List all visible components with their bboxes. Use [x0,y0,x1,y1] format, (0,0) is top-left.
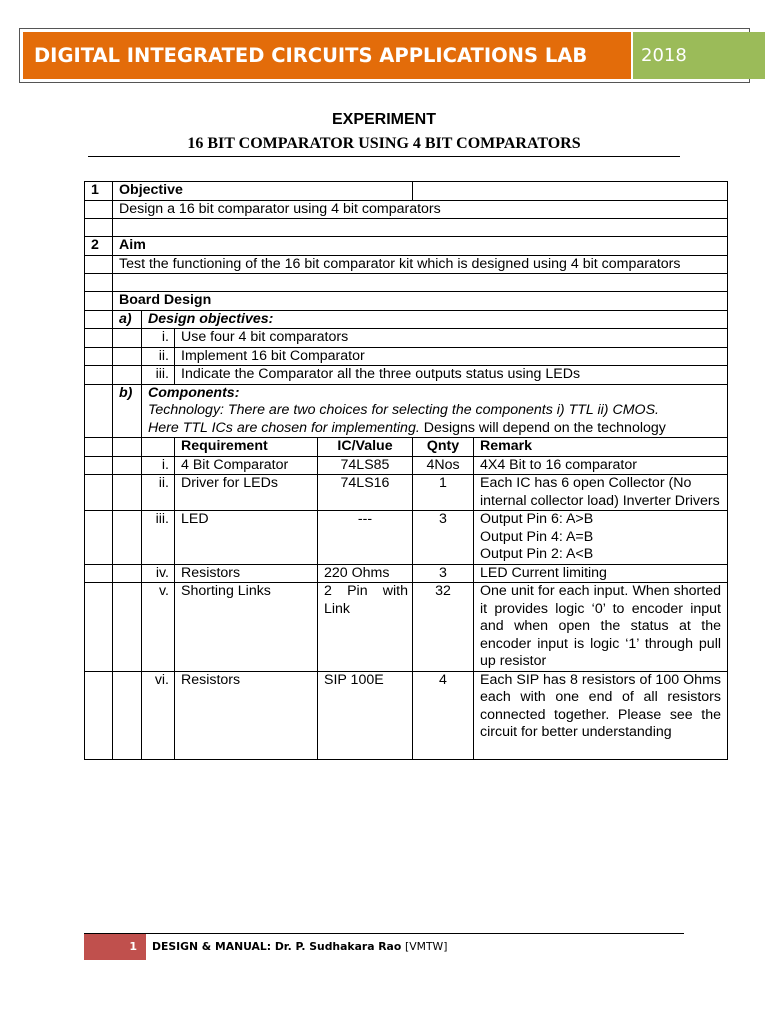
components-note: Here TTL ICs are chosen for implementing. Designs will depend on the technology [148,419,666,436]
row-remark: One unit for each input. When shorted it provides logic ‘0’ to encoder input and when open the status at the encoder input is logic ‘1’ through pull up resistor [474,583,728,672]
section-number: 1 [85,182,113,201]
table-row [85,456,728,475]
row-number: i. [142,456,175,475]
aim-heading: Aim [113,237,728,256]
row-number: v. [142,583,175,672]
row-value: --- [318,511,413,565]
row-value: 2 Pin with Link [318,583,413,672]
components-technology: Technology: There are two choices for selecting the components i) TTL ii) CMOS. [148,402,659,418]
column-header-requirement: Requirement [175,438,318,457]
row-requirement: Driver for LEDs [175,475,318,511]
remark-line: Output Pin 2: A<B [480,546,594,562]
page-header [19,28,750,83]
objective-item-text: Implement 16 bit Comparator [175,347,728,366]
row-remark [474,511,728,565]
item-number: ii. [142,347,175,366]
remark-line: Output Pin 6: A>B [480,511,594,527]
remark-line: Output Pin 4: A=B [480,528,594,545]
footer-divider [84,933,684,934]
components-table-header [85,438,728,457]
objective-item-text: Use four 4 bit comparators [175,329,728,348]
design-objectives-heading: Design objectives: [142,310,728,329]
row-qnty: 3 [413,511,474,565]
column-header-remark: Remark [474,438,728,457]
components-heading: Components: [148,384,240,401]
objective-item-row [85,347,728,366]
section-number: 2 [85,237,113,256]
table-row [85,564,728,583]
column-header-qnty: Qnty [413,438,474,457]
row-number: ii. [142,475,175,511]
blank-row [85,274,728,292]
column-header-value: IC/Value [318,438,413,457]
aim-heading-row [85,237,728,256]
row-value: 74LS85 [318,456,413,475]
row-qnty: 4Nos [413,456,474,475]
objective-item-row [85,366,728,385]
aim-text-row [85,255,728,274]
row-requirement: Resistors [175,671,318,759]
row-remark: Each IC has 6 open Collector (No internal collector load) Inverter Drivers [474,475,728,511]
row-value: SIP 100E [318,671,413,759]
item-label: b) [113,384,142,438]
title-divider [88,156,680,157]
row-requirement: 4 Bit Comparator [175,456,318,475]
row-requirement: Shorting Links [175,583,318,672]
blank-row [85,219,728,237]
page-number: 1 [84,934,146,960]
aim-text: Test the functioning of the 16 bit comparator kit which is designed using 4 bit comparators [113,255,728,274]
row-requirement: Resistors [175,564,318,583]
objective-heading: Objective [113,182,413,201]
row-remark: Each SIP has 8 resistors of 100 Ohms each with one end of all resistors connected together. Please see the circuit for better understanding [474,671,728,759]
components-row [85,384,728,438]
board-design-heading: Board Design [113,292,728,311]
lab-year: 2018 [633,32,765,79]
table-row [85,583,728,672]
table-row [85,671,728,759]
item-label: a) [113,310,142,329]
row-qnty: 1 [413,475,474,511]
objective-item-text: Indicate the Comparator all the three outputs status using LEDs [175,366,728,385]
row-number: iii. [142,511,175,565]
experiment-label: EXPERIMENT [331,111,436,128]
footer-credit: DESIGN & MANUAL: Dr. P. Sudhakara Rao [VMTW] [152,940,448,953]
row-value: 74LS16 [318,475,413,511]
row-value: 220 Ohms [318,564,413,583]
objective-item-row [85,329,728,348]
row-qnty: 3 [413,564,474,583]
design-objectives-row [85,310,728,329]
lab-title: DIGITAL INTEGRATED CIRCUITS APPLICATIONS LAB [23,32,631,79]
row-number: iv. [142,564,175,583]
row-number: vi. [142,671,175,759]
experiment-title: 16 BIT COMPARATOR USING 4 BIT COMPARATORS [187,135,581,152]
objective-heading-row [85,182,728,201]
board-design-row [85,292,728,311]
table-row [85,511,728,565]
objective-text: Design a 16 bit comparator using 4 bit comparators [113,200,728,219]
row-qnty: 32 [413,583,474,672]
row-qnty: 4 [413,671,474,759]
item-number: iii. [142,366,175,385]
objective-text-row [85,200,728,219]
row-requirement: LED [175,511,318,565]
table-row [85,475,728,511]
row-remark: 4X4 Bit to 16 comparator [474,456,728,475]
row-remark: LED Current limiting [474,564,728,583]
experiment-table [84,181,728,760]
item-number: i. [142,329,175,348]
